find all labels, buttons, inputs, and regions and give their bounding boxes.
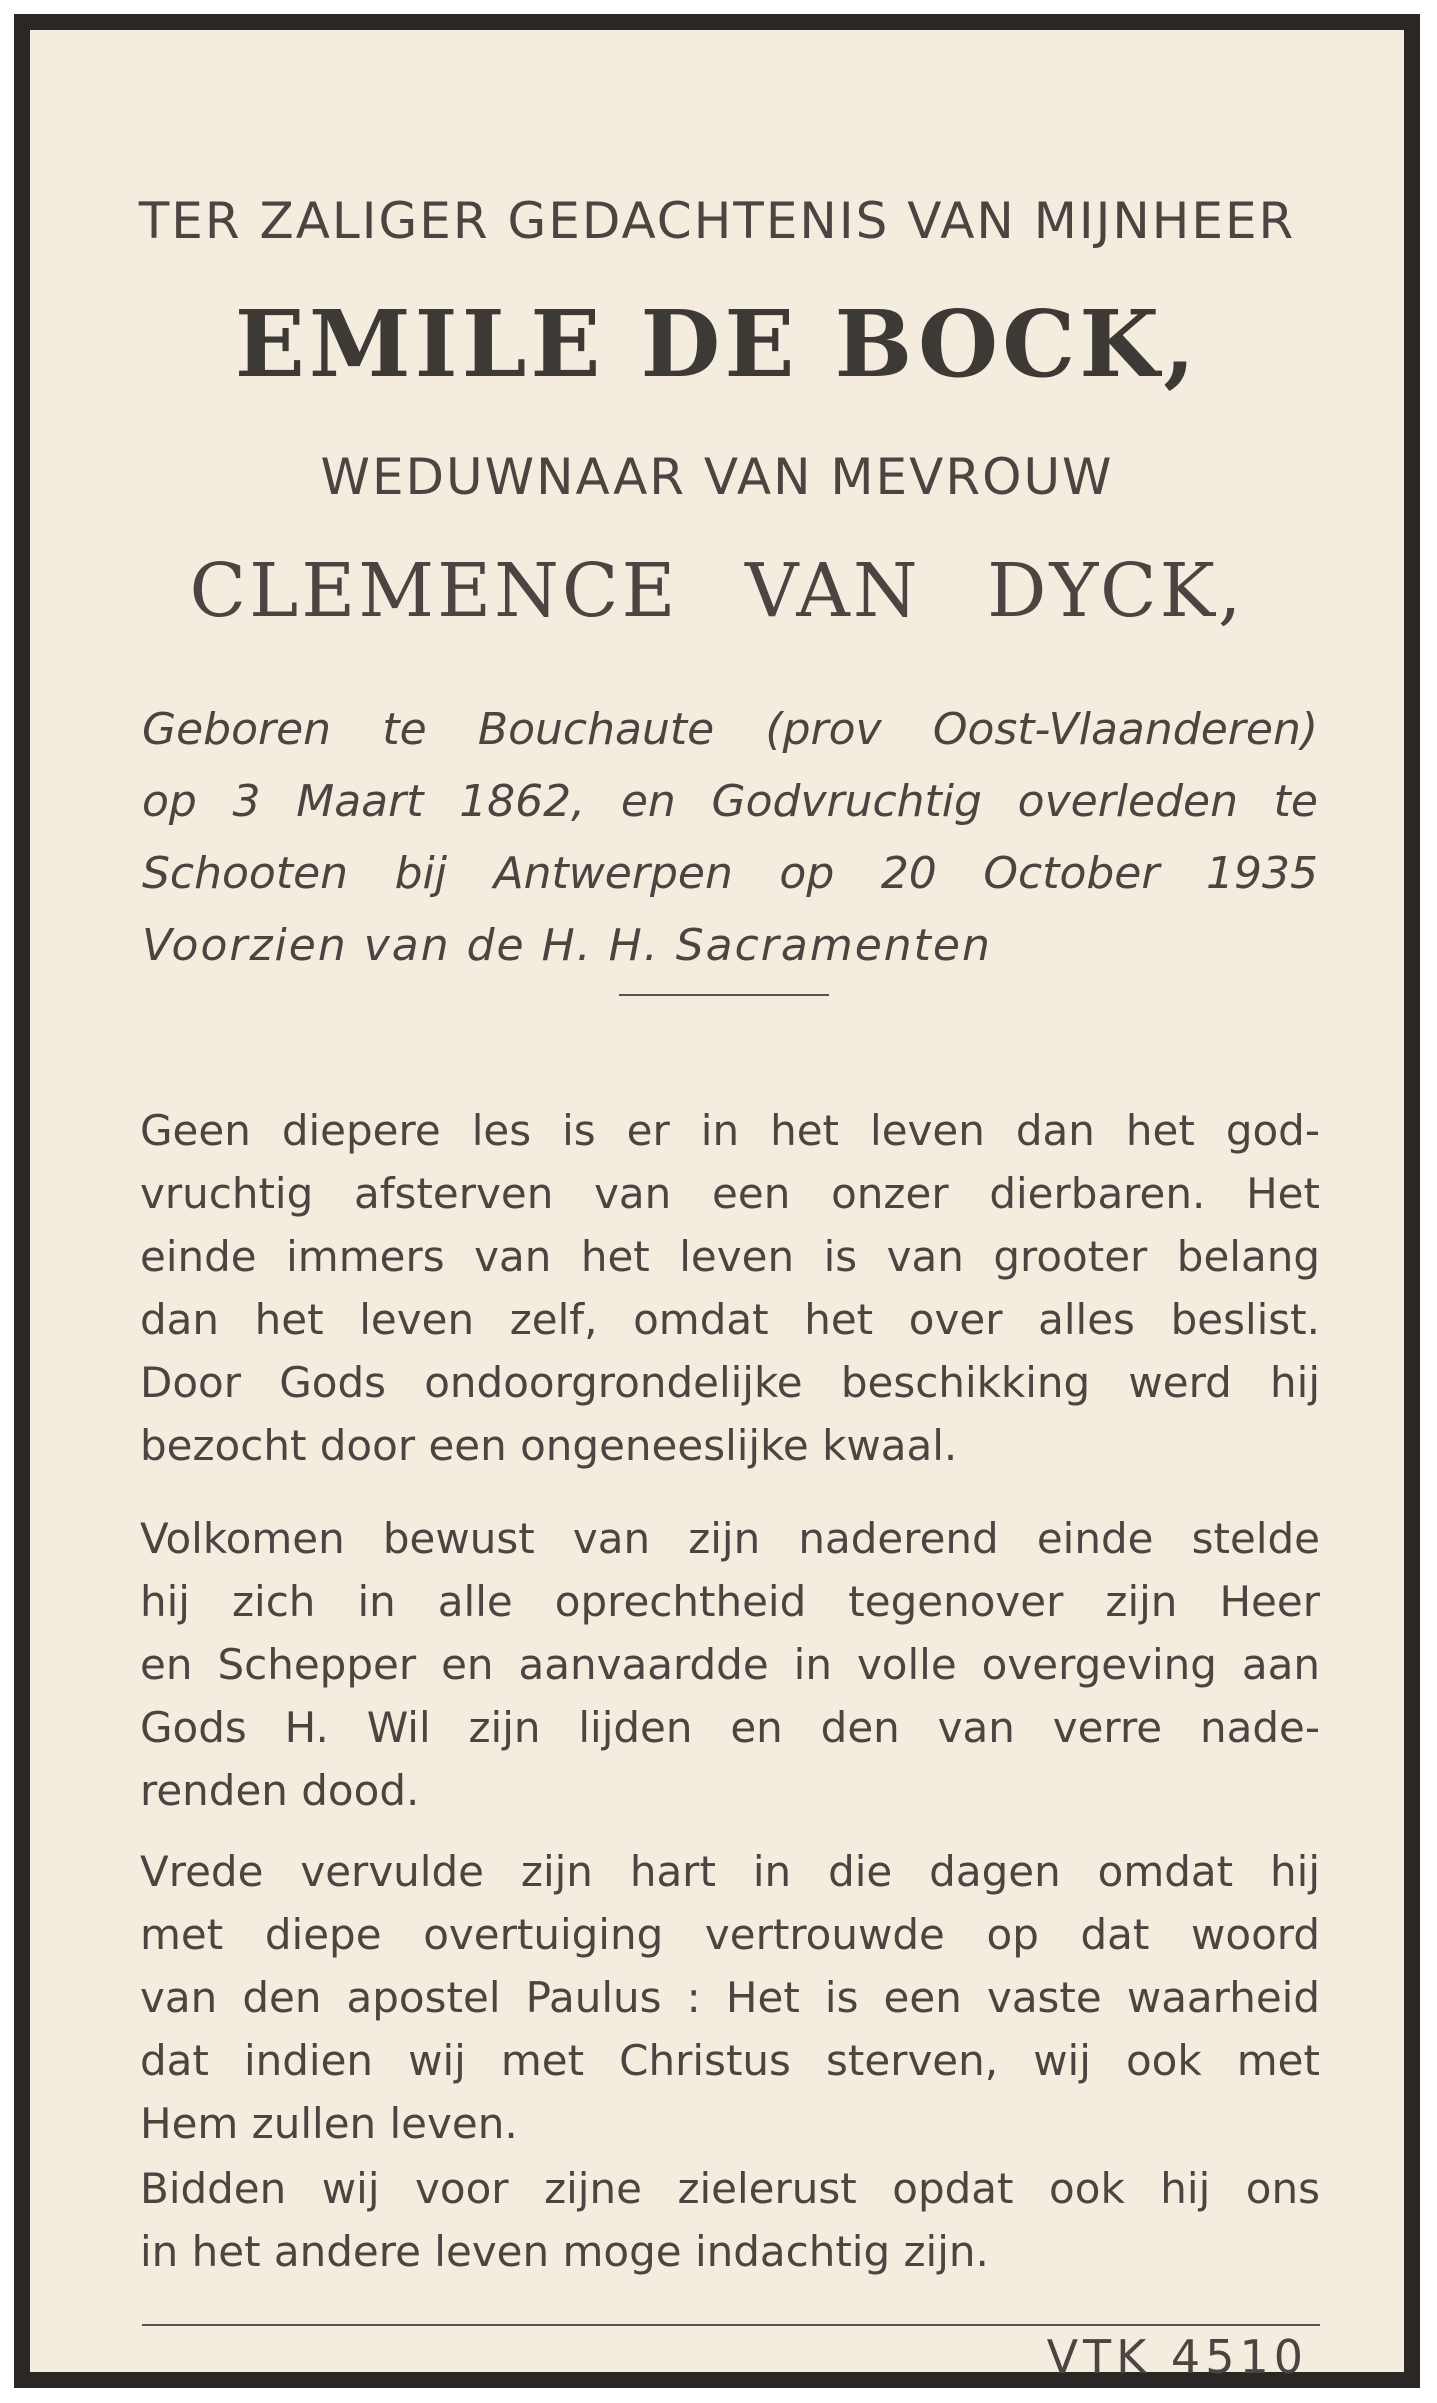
biography-line: Geboren te Bouchaute (prov Oost-Vlaanderen) bbox=[142, 704, 1318, 755]
paragraph-line: Geen diepere les is er in het leven dan het god- bbox=[140, 1106, 1320, 1155]
paragraph-line: Hem zullen leven. bbox=[140, 2099, 518, 2148]
paragraph-line: dan het leven zelf, omdat het over alles beslist. bbox=[140, 1295, 1320, 1344]
paragraph-2 bbox=[140, 1507, 1320, 1822]
separator-rule bbox=[619, 994, 829, 996]
card-content bbox=[30, 30, 1404, 2384]
paragraph-line: Gods H. Wil zijn lijden en den van verre nade- bbox=[140, 1703, 1320, 1752]
paragraph-line: bezocht door een ongeneeslijke kwaal. bbox=[140, 1421, 958, 1470]
paragraph-line: einde immers van het leven is van grooter belang bbox=[140, 1232, 1320, 1281]
deceased-name: EMILE DE BOCK, bbox=[234, 290, 1200, 398]
paragraph-line: Door Gods ondoorgrondelijke beschikking werd hij bbox=[140, 1358, 1320, 1407]
biography-block bbox=[142, 694, 1318, 982]
memorial-heading: TER ZALIGER GEDACHTENIS VAN MIJNHEER bbox=[138, 192, 1296, 250]
spouse-name: CLEMENCE VAN DYCK, bbox=[189, 548, 1245, 634]
bottom-rule bbox=[142, 2324, 1320, 2326]
paragraph-line: met diepe overtuiging vertrouwde op dat woord bbox=[140, 1910, 1320, 1959]
biography-line: op 3 Maart 1862, en Godvruchtig overleden te bbox=[142, 776, 1318, 827]
paragraph-line: in het andere leven moge indachtig zijn. bbox=[140, 2227, 989, 2276]
paragraph-line: van den apostel Paulus : Het is een vaste waarheid bbox=[140, 1973, 1320, 2022]
paragraph-line: Vrede vervulde zijn hart in die dagen omdat hij bbox=[140, 1847, 1320, 1896]
biography-line: Schooten bij Antwerpen op 20 October 1935 bbox=[142, 848, 1318, 899]
relation-line: WEDUWNAAR VAN MEVROUW bbox=[320, 448, 1114, 506]
paragraph-line: dat indien wij met Christus sterven, wij ook met bbox=[140, 2036, 1320, 2085]
biography-line: Voorzien van de H. H. Sacramenten bbox=[142, 920, 992, 971]
paragraph-1 bbox=[140, 1099, 1320, 1477]
paragraph-line: renden dood. bbox=[140, 1766, 420, 1815]
paragraph-line: Volkomen bewust van zijn naderend einde stelde bbox=[140, 1514, 1320, 1563]
paragraph-4 bbox=[140, 2157, 1320, 2283]
paragraph-line: en Schepper en aanvaardde in volle overgeving aan bbox=[140, 1640, 1320, 1689]
printer-reference: VTK 4510 bbox=[1046, 2330, 1308, 2384]
memorial-card bbox=[14, 14, 1420, 2388]
paragraph-line: hij zich in alle oprechtheid tegenover zijn Heer bbox=[140, 1577, 1320, 1626]
paragraph-line: vruchtig afsterven van een onzer dierbaren. Het bbox=[140, 1169, 1320, 1218]
paragraph-line: Bidden wij voor zijne zielerust opdat ook hij ons bbox=[140, 2164, 1320, 2213]
paragraph-3 bbox=[140, 1840, 1320, 2155]
